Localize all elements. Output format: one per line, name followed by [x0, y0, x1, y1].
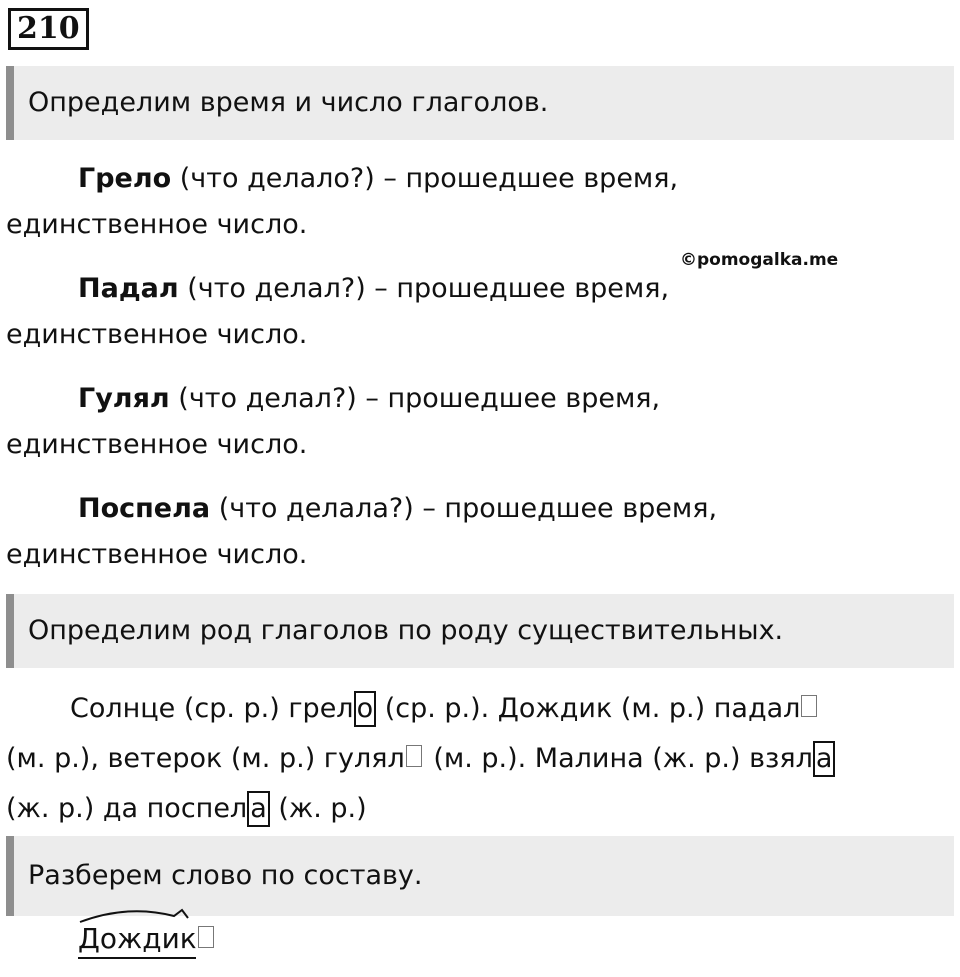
verb-paragraph-1	[6, 156, 926, 248]
text-run: (м. р.), ветерок (м. р.) гулял	[6, 743, 405, 774]
watermark: ©pomogalka.me	[680, 250, 839, 270]
verb-description: (что делал?) – прошедшее время,	[178, 273, 670, 304]
text-run: (ж. р.)	[269, 793, 367, 824]
section-heading-gender	[6, 594, 954, 668]
text-run: (ж. р.) да поспел	[6, 793, 248, 824]
morpheme-parse	[78, 922, 217, 955]
ending-box: а	[247, 791, 270, 827]
verb-number: единственное число.	[6, 209, 308, 240]
section-heading-text: Определим род глаголов по роду существительных.	[28, 615, 784, 646]
verb-description: (что делала?) – прошедшее время,	[210, 493, 718, 524]
verb-number: единственное число.	[6, 539, 308, 570]
verb-number: единственное число.	[6, 319, 308, 350]
section-heading-morphology	[6, 836, 954, 916]
gender-paragraph	[6, 684, 946, 834]
zero-ending-box	[801, 695, 817, 717]
verb-paragraph-2	[6, 266, 926, 358]
verb-number: единственное число.	[6, 429, 308, 460]
verb-word: Грело	[78, 163, 172, 194]
section-heading-tense-number	[6, 66, 954, 140]
verb-description: (что делал?) – прошедшее время,	[169, 383, 661, 414]
section-heading-text: Определим время и число глаголов.	[28, 87, 549, 118]
text-run: (ср. р.). Дождик (м. р.) падал	[376, 693, 801, 724]
parsed-word-text: Дождик	[78, 922, 197, 955]
verb-paragraph-4	[6, 486, 926, 578]
section-heading-text: Разберем слово по составу.	[28, 860, 423, 891]
verb-word: Гулял	[78, 383, 170, 414]
verb-paragraph-3	[6, 376, 926, 468]
text-run: (м. р.). Малина (ж. р.) взял	[424, 743, 813, 774]
root-arc-icon	[78, 906, 190, 924]
ending-box: о	[354, 691, 377, 727]
ending-box: а	[813, 741, 836, 777]
verb-description: (что делало?) – прошедшее время,	[171, 163, 679, 194]
parsed-word	[78, 922, 197, 955]
stem-underline	[78, 957, 196, 959]
task-number: 210	[8, 8, 89, 50]
zero-ending-box	[406, 745, 422, 767]
verb-word: Падал	[78, 273, 179, 304]
zero-ending-box	[198, 926, 214, 948]
text-run: Солнце (ср. р.) грел	[70, 693, 354, 724]
verb-word: Поспела	[78, 493, 211, 524]
